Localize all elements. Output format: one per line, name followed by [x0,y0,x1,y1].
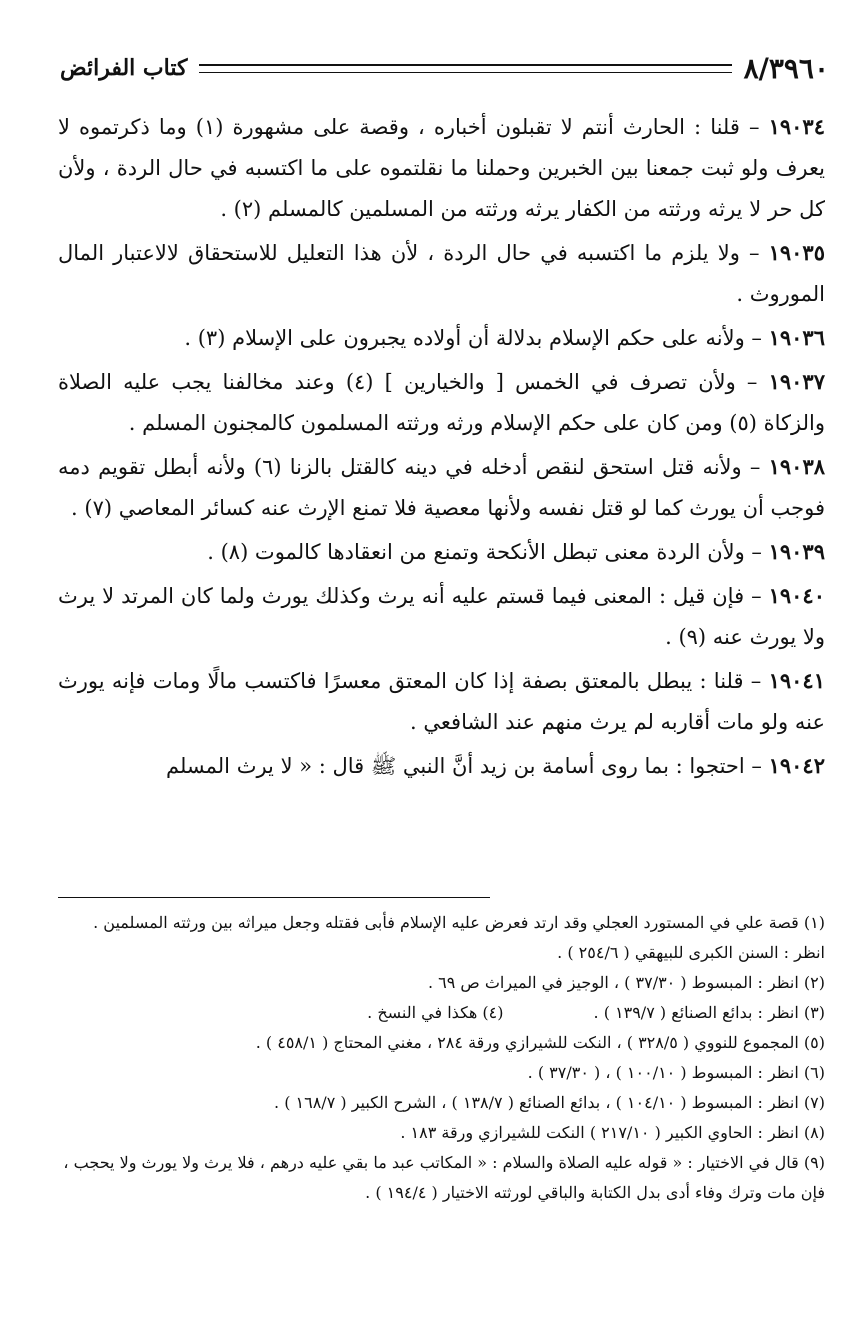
paragraph-number: ١٩٠٤٢ [768,753,825,778]
paragraph [58,106,825,230]
footnote: (٩) قال في الاختيار : « قوله عليه الصلاة والسلام : « المكاتب عبد ما بقي عليه درهم ، فلا يرث ولا يورث ولا يحجب ، فإن مات وترك وفاء أدى بدل الكتابة والباقي لورثته الاختيار ( ١٩٤/٤ ) . [63,1153,825,1202]
footnote: (٦) انظر : المبسوط ( ١٠٠/١٠ ) ، ( ٣٧/٣٠ ) . [527,1063,825,1082]
paragraph-text: – قلنا : الحارث أنتم لا تقبلون أخباره ، وقصة على مشهورة (١) وما ذكرتموه لا يعرف ولو ثبت جمعنا بين الخبرين وحملنا ما نقلتموه على ما اكتسبه في حال الردة ، ولأن كل حر لا يرثه ورثته من الكفار يرثه ورثته من المسلمين كالمسلم (٢) . [58,115,825,221]
paragraph-text: – ولأن تصرف في الخمس [ والخيارين ] (٤) وعند مخالفنا يجب عليه الصلاة والزكاة (٥) ومن كان على حكم الإسلام ورثه ورثته المسلمون كالمجنون المسلم . [58,370,825,435]
paragraph [58,446,825,529]
paragraph-number: ١٩٠٣٨ [768,454,826,479]
paragraph [58,232,825,315]
paragraph-number: ١٩٠٤٠ [768,583,825,608]
paragraph-text: – قلنا : يبطل بالمعتق بصفة إذا كان المعتق معسرًا فاكتسب مالًا ومات فإنه يورث عنه ولو مات أقاربه لم يرث منهم عند الشافعي . [58,669,825,734]
footnote: (٢) انظر : المبسوط ( ٣٧/٣٠ ) ، الوجيز في الميراث ص ٦٩ . [427,973,825,992]
paragraph-number: ١٩٠٣٦ [768,325,825,350]
page-number: ٨/٣٩٦٠ [743,51,829,85]
paragraph-number: ١٩٠٣٤ [768,114,825,139]
header-rule [199,64,731,73]
main-text [58,106,825,787]
paragraph-text: – فإن قيل : المعنى فيما قستم عليه أنه يرث وكذلك يورث ولما كان المرتد لا يرث ولا يورث عنه (٩) . [58,584,825,649]
paragraph [58,745,825,787]
footnote: (٧) انظر : المبسوط ( ١٠٤/١٠ ) ، بدائع الصنائع ( ١٣٨/٧ ) ، الشرح الكبير ( ١٦٨/٧ ) . [274,1093,825,1112]
footnote: (١) قصة علي في المستورد العجلي وقد ارتد فعرض عليه الإسلام فأبى فقتله وجعل ميراثه بين ورثته المسلمين . انظر : السنن الكبرى للبيهقي ( ٢٥٤/٦ ) . [93,913,825,962]
footnote: (٨) انظر : الحاوي الكبير ( ٢١٧/١٠ ) النكت للشيرازي ورقة ١٨٣ . [400,1123,825,1142]
footnote-divider [58,897,490,898]
footnote: (٥) المجموع للنووي ( ٣٢٨/٥ ) ، النكت للشيرازي ورقة ٢٨٤ ، مغني المحتاج ( ٤٥٨/١ ) . [255,1033,825,1052]
book-title: كتاب الفرائض [60,55,188,81]
footnotes [58,908,825,1208]
paragraph-number: ١٩٠٣٩ [768,539,825,564]
paragraph-text: – ولأنه قتل استحق لنقص أدخله في دينه كالقتل بالزنا (٦) ولأنه أبطل تقويم دمه فوجب أن يورث كما لو قتل نفسه ولأنها معصية فلا تمنع الإرث عنه كسائر المعاصي (٧) . [58,455,825,520]
paragraph-text: – ولأنه على حكم الإسلام بدلالة أن أولاده يجبرون على الإسلام (٣) . [184,326,762,350]
page-header [60,48,829,88]
paragraph [58,575,825,658]
paragraph-number: ١٩٠٣٧ [768,369,825,394]
paragraph-number: ١٩٠٤١ [768,668,825,693]
paragraph-text: – احتجوا : بما روى أسامة بن زيد أنَّ النبي ﷺ قال : « لا يرث المسلم [165,754,762,778]
footnote: (٣) انظر : بدائع الصنائع ( ١٣٩/٧ ) . [593,1003,825,1022]
footnote: (٤) هكذا في النسخ . [367,1003,504,1022]
paragraph-text: – ولا يلزم ما اكتسبه في حال الردة ، لأن هذا التعليل للاستحقاق لالاعتبار المال الموروث . [58,241,825,306]
paragraph [58,531,825,573]
footnote-row [58,998,825,1028]
paragraph-text: – ولأن الردة معنى تبطل الأنكحة وتمنع من انعقادها كالموت (٨) . [207,540,762,564]
paragraph [58,361,825,444]
paragraph [58,317,825,359]
paragraph-number: ١٩٠٣٥ [768,240,825,265]
paragraph [58,660,825,743]
